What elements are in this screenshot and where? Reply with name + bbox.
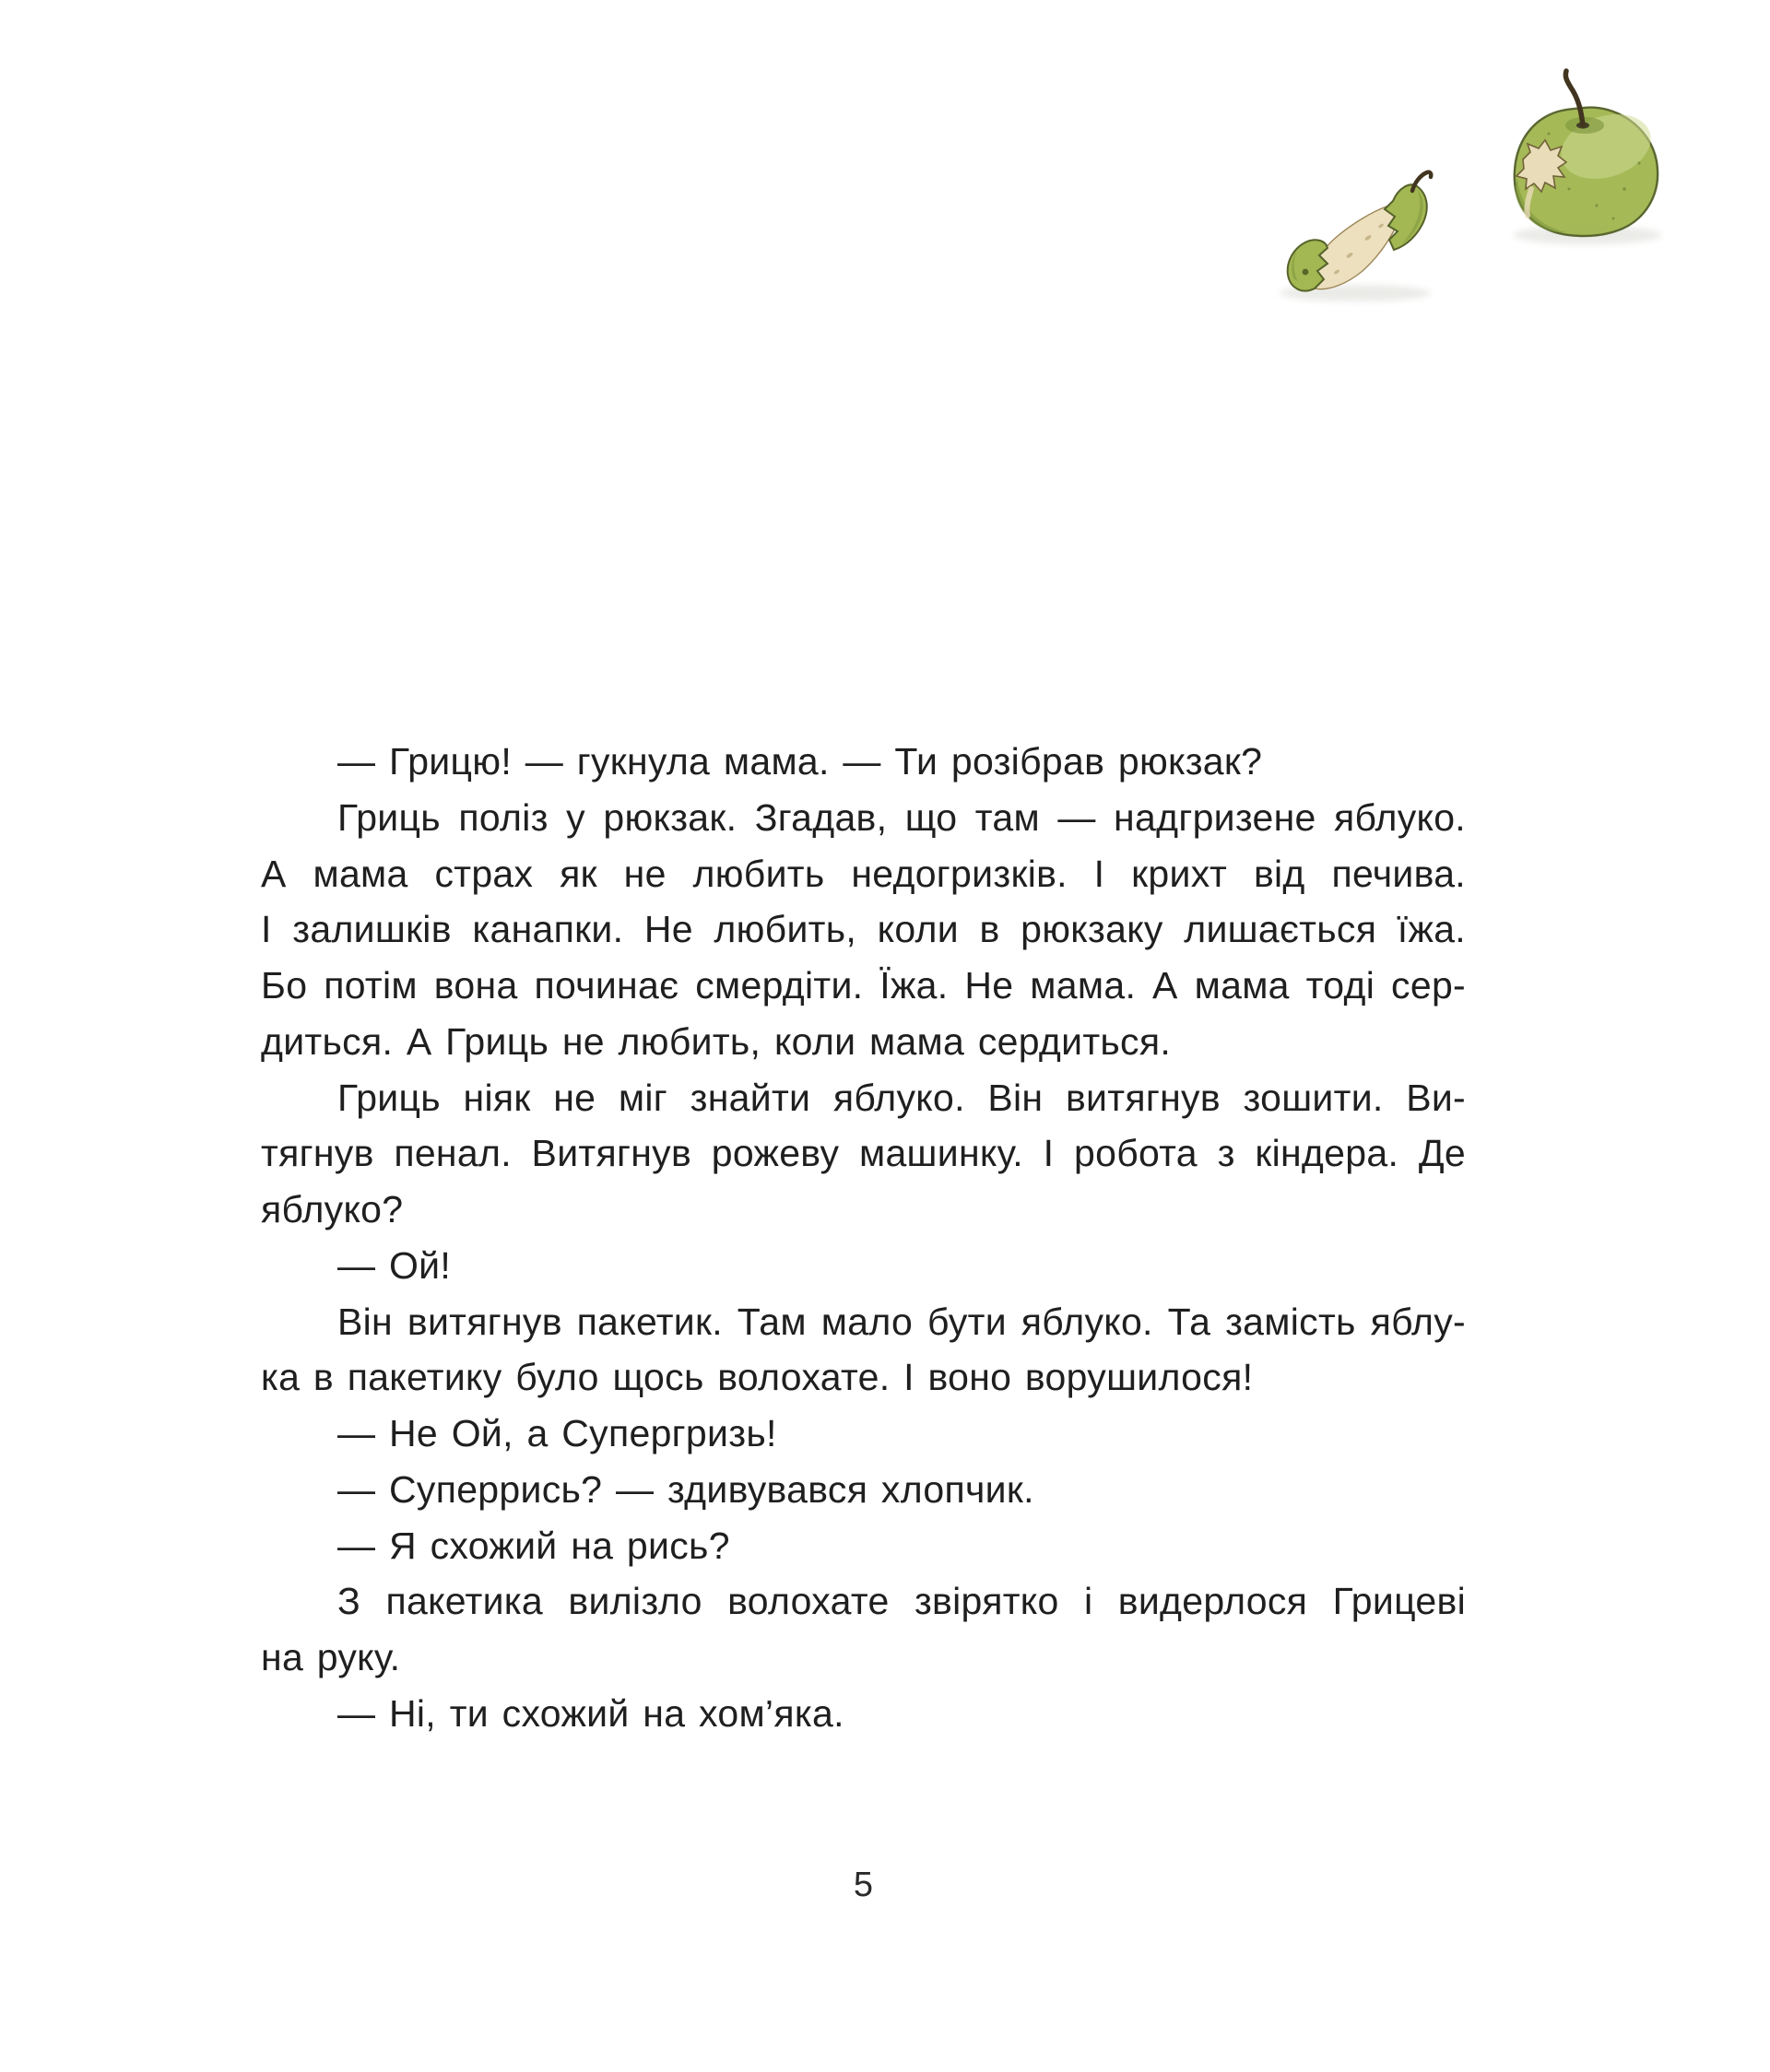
story-line: І залишків канапки. Не любить, коли в рюкзаку лишається їжа. <box>261 908 1466 951</box>
story-line: Він витягнув пакетик. Там мало бути яблуко. Та замість яблу- <box>337 1300 1466 1343</box>
story-line: Гриць поліз у рюкзак. Згадав, що там — надгризене яблуко. <box>337 795 1466 839</box>
story-text <box>261 734 1466 1742</box>
core-stem <box>1412 172 1431 191</box>
story-line: на руку. <box>261 1636 401 1678</box>
story-line: диться. А Гриць не любить, коли мама сердиться. <box>261 1019 1172 1063</box>
story-line: тягнув пенал. Витягнув рожеву машинку. І робота з кіндера. Де <box>261 1132 1466 1175</box>
story-line: Бо потім вона починає смердіти. Їжа. Не мама. А мама тоді сер- <box>261 964 1466 1007</box>
story-line: — Ой! <box>337 1243 452 1287</box>
story-line: — Грицю! — гукнула мама. — Ти розібрав рюкзак? <box>337 740 1263 783</box>
story-line: З пакетика вилізло волохате звірятко і видерлося Грицеві <box>337 1580 1466 1623</box>
core-blossom-end <box>1303 269 1309 276</box>
story-line: ка в пакетику було щось волохате. І воно ворушилося! <box>261 1356 1254 1399</box>
story-line: — Не Ой, а Супергризь! <box>337 1412 777 1454</box>
story-line: Гриць ніяк не міг знайти яблуко. Він витягнув зошити. Ви- <box>337 1076 1466 1119</box>
story-line: — Суперрись? — здивувався хлопчик. <box>337 1467 1034 1511</box>
page-number: 5 <box>853 1866 874 1904</box>
apple-illustration <box>1254 51 1687 327</box>
story-line: А мама страх як не любить недогризків. І крихт від печива. <box>261 852 1466 895</box>
story-line: — Я схожий на рись? <box>337 1524 730 1567</box>
apple-core-illustration <box>1280 172 1431 301</box>
story-line: — Ні, ти схожий на хом’яка. <box>337 1691 844 1735</box>
whole-apple-illustration <box>1514 71 1661 244</box>
story-line: яблуко? <box>261 1188 404 1230</box>
